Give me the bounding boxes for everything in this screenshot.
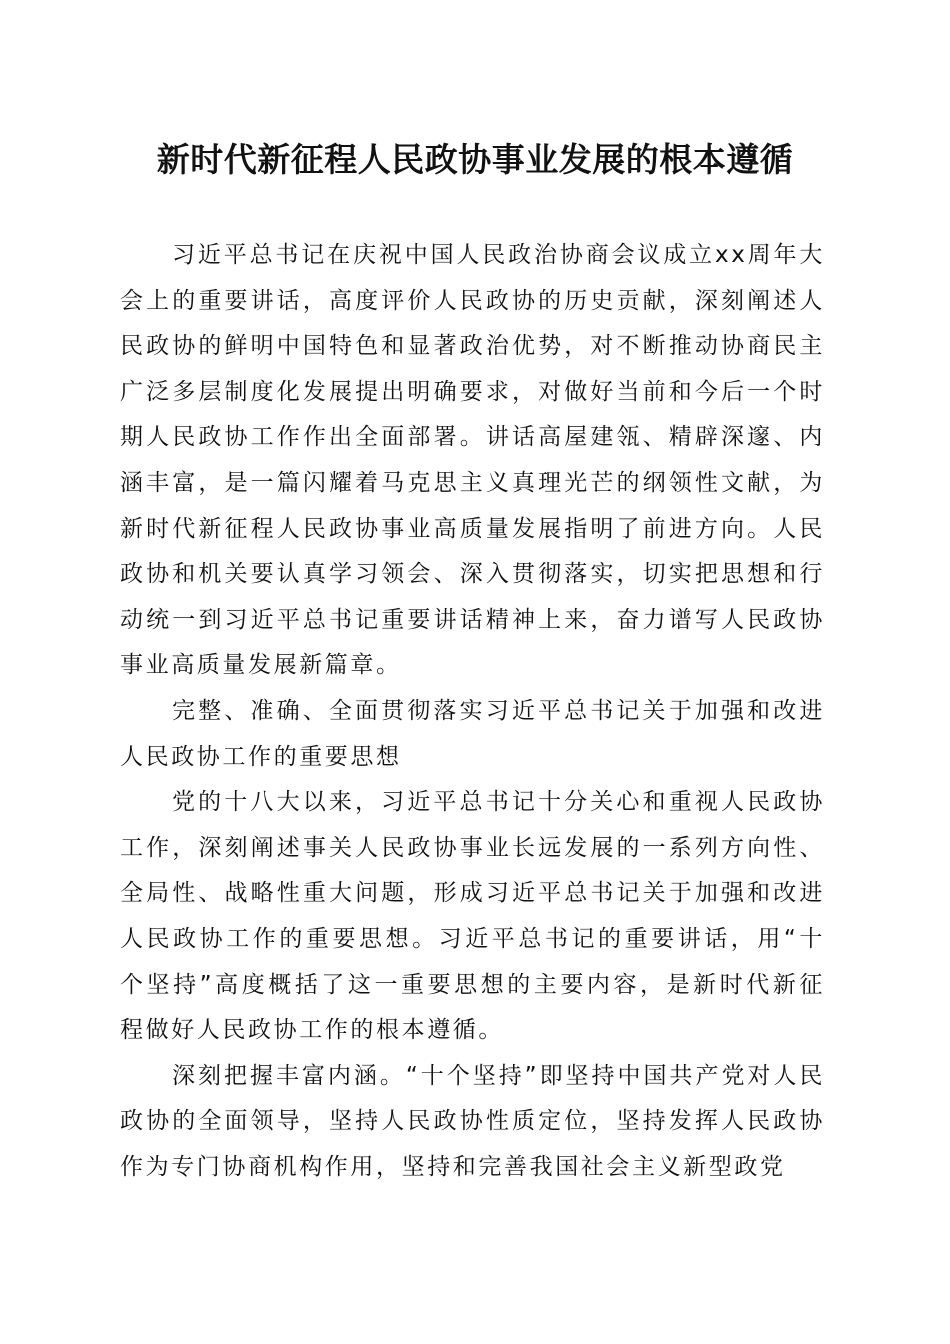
document-title: 新时代新征程人民政协事业发展的根本遵循 <box>156 140 794 179</box>
section-heading: 完整、准确、全面贯彻落实习近平总书记关于加强和改进人民政协工作的重要思想 <box>120 697 825 770</box>
paragraph-intro: 习近平总书记在庆祝中国人民政治协商会议成立xx周年大会上的重要讲话，高度评价人民政协的历史贡献，深刻阐述人民政协的鲜明中国特色和显著政治优势，对不断推动协商民主广泛多层制度化发展提出明确要求，对做好当前和今后一个时期人民政协工作作出全面部署。讲话高屋建瓴、精辟深邃、内涵丰富，是一篇闪耀着马克思主义真理光芒的纲领性文献，为新时代新征程人民政协事业高质量发展指明了前进方向。人民政协和机关要认真学习领会、深入贯彻落实，切实把思想和行动统一到习近平总书记重要讲话精神上来，奋力谱写人民政协事业高质量发展新篇章。 <box>120 242 825 679</box>
paragraph-connotation: 深刻把握丰富内涵。“十个坚持”即坚持中国共产党对人民政协的全面领导，坚持人民政协性质定位，坚持发挥人民政协作为专门协商机构作用，坚持和完善我国社会主义新型政党 <box>120 1062 825 1180</box>
paragraph-background: 党的十八大以来，习近平总书记十分关心和重视人民政协工作，深刻阐述事关人民政协事业长远发展的一系列方向性、全局性、战略性重大问题，形成习近平总书记关于加强和改进人民政协工作的重要思想。习近平总书记的重要讲话，用“十个坚持”高度概括了这一重要思想的主要内容，是新时代新征程做好人民政协工作的根本遵循。 <box>120 789 825 1044</box>
document-body <box>120 233 825 1190</box>
